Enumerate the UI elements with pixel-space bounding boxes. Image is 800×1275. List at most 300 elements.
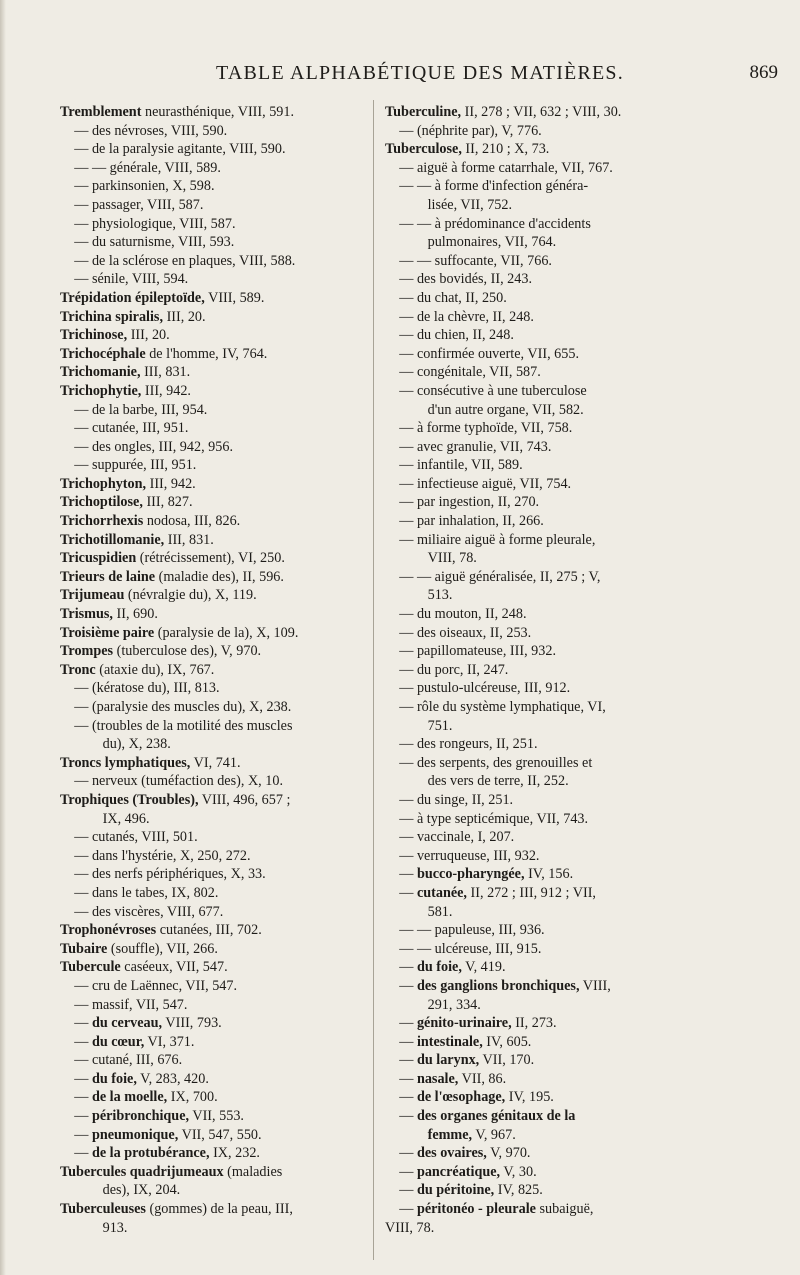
entry-text: — passager, VIII, 587. — [74, 196, 204, 213]
entry-text: — rôle du système lymphatique, VI, — [399, 699, 606, 715]
entry-text: — des viscères, VIII, 677. — [74, 903, 224, 920]
index-entry — [385, 363, 755, 382]
entry-text: II, 210 ; X, 73. — [461, 141, 550, 158]
index-entry — [60, 791, 378, 810]
entry-text: — — générale, VIII, 589. — [74, 159, 221, 176]
index-entry — [385, 512, 755, 531]
entry-text: — — à forme d'infection généra- — [399, 178, 589, 195]
index-entry — [385, 1107, 755, 1126]
entry-text: VII, 170. — [479, 1052, 535, 1069]
index-entry — [385, 252, 755, 271]
index-entry — [385, 1126, 755, 1145]
entry-term: Tuberculose, — [385, 141, 462, 158]
index-entry — [385, 493, 755, 512]
entry-text: VI, 371. — [144, 1033, 195, 1050]
entry-term: bucco-pharyngée, — [416, 866, 525, 883]
page-title: TABLE ALPHABÉTIQUE DES MATIÈRES. — [216, 62, 624, 84]
entry-text: — suppurée, III, 951. — [74, 457, 197, 474]
entry-text: — du singe, II, 251. — [399, 791, 514, 808]
index-entry — [60, 903, 378, 922]
page-edge-shadow — [0, 0, 6, 1275]
entry-text: II, 278 ; VII, 632 ; VIII, 30. — [461, 104, 622, 120]
index-entry — [385, 679, 755, 698]
index-entry — [60, 828, 378, 847]
index-entry — [60, 1070, 378, 1089]
index-entry — [385, 958, 755, 977]
index-entry — [385, 661, 755, 680]
index-entry — [60, 438, 378, 457]
entry-text: de l'homme, IV, 764. — [145, 345, 268, 362]
index-entry — [385, 1181, 755, 1200]
entry-text: — des nerfs périphériques, X, 33. — [74, 866, 266, 883]
index-entry — [385, 549, 755, 568]
entry-text: — cutané, III, 676. — [74, 1052, 183, 1069]
index-entry — [60, 847, 378, 866]
entry-text: 581. — [427, 903, 453, 920]
entry-term: Trichophyton, — [60, 475, 147, 492]
entry-text: VIII, — [579, 977, 611, 994]
entry-term: du foie, — [416, 959, 462, 976]
entry-text: — consécutive à une tuberculose — [399, 382, 587, 399]
entry-text: — des oiseaux, II, 253. — [399, 624, 532, 641]
index-entry — [385, 196, 755, 215]
index-entry — [60, 345, 378, 364]
index-entry — [385, 1070, 755, 1089]
index-entry — [385, 103, 755, 122]
index-entry — [385, 177, 755, 196]
index-entry — [385, 1219, 755, 1238]
entry-term: Tubercules quadrijumeaux — [60, 1163, 224, 1180]
entry-dash: — — [399, 959, 417, 976]
index-entry — [385, 568, 755, 587]
entry-term: Troncs lymphatiques, — [60, 754, 191, 771]
index-entry — [60, 996, 378, 1015]
index-entry — [385, 996, 755, 1015]
entry-dash: — — [399, 884, 417, 901]
index-entry — [60, 921, 378, 940]
index-entry — [60, 624, 378, 643]
entry-term: Tubercule — [60, 959, 121, 976]
entry-term: Tronc — [60, 661, 96, 678]
entry-text: cutanées, III, 702. — [156, 922, 262, 939]
index-entry — [385, 270, 755, 289]
index-entry — [60, 605, 378, 624]
entry-text: — — ulcéreuse, III, 915. — [399, 940, 542, 957]
entry-text: — cru de Laënnec, VII, 547. — [74, 977, 238, 994]
index-entry — [60, 1163, 378, 1182]
entry-text: — de la chèvre, II, 248. — [399, 308, 534, 325]
index-entry — [385, 456, 755, 475]
entry-dash: — — [74, 1033, 92, 1050]
entry-text: VIII, 496, 657 ; — [198, 791, 291, 808]
entry-dash: — — [399, 1201, 417, 1218]
index-entry — [60, 679, 378, 698]
index-entry — [385, 1088, 755, 1107]
entry-text: II, 273. — [511, 1015, 557, 1032]
entry-term: Trichomanie, — [60, 364, 141, 381]
index-entry — [385, 1144, 755, 1163]
index-entry — [385, 122, 755, 141]
entry-term: pancréatique, — [416, 1163, 501, 1180]
index-entry — [385, 140, 755, 159]
entry-text: 751. — [427, 717, 453, 734]
index-entry — [385, 624, 755, 643]
entry-text: — infantile, VII, 589. — [399, 457, 523, 474]
entry-text: lisée, VII, 752. — [427, 196, 513, 213]
entry-text: — aiguë à forme catarrhale, VII, 767. — [399, 159, 613, 176]
index-column-right — [385, 103, 755, 1237]
entry-text: — (néphrite par), V, 776. — [399, 122, 542, 139]
index-entry — [60, 1219, 378, 1238]
index-entry — [60, 1088, 378, 1107]
entry-term: du cœur, — [91, 1033, 145, 1050]
entry-text: — pustulo-ulcéreuse, III, 912. — [399, 680, 571, 697]
index-entry — [385, 847, 755, 866]
entry-text: (tuberculose des), V, 970. — [113, 643, 262, 660]
entry-text: — physiologique, VIII, 587. — [74, 215, 236, 232]
entry-text: — de la barbe, III, 954. — [74, 401, 208, 418]
index-entry — [60, 717, 378, 736]
entry-dash: — — [399, 1070, 417, 1087]
entry-term: des ganglions bronchiques, — [416, 977, 580, 994]
index-entry — [60, 754, 378, 773]
entry-text: (maladies — [223, 1163, 283, 1180]
entry-term: Trichorrhexis — [60, 513, 144, 530]
entry-term: du péritoine, — [416, 1182, 495, 1199]
index-entry — [385, 605, 755, 624]
entry-term: des organes génitaux de la — [416, 1108, 576, 1125]
index-entry — [385, 754, 755, 773]
index-entry — [385, 289, 755, 308]
index-entry — [385, 531, 755, 550]
entry-text: pulmonaires, VII, 764. — [427, 234, 557, 251]
entry-term: Tubaire — [60, 940, 108, 957]
index-entry — [385, 865, 755, 884]
index-entry — [385, 1163, 755, 1182]
entry-term: Trichophytie, — [60, 382, 142, 399]
index-entry — [60, 865, 378, 884]
entry-term: péritonéo - pleurale — [416, 1201, 536, 1218]
index-entry — [385, 828, 755, 847]
entry-text: — dans l'hystérie, X, 250, 272. — [74, 847, 251, 864]
index-entry — [385, 772, 755, 791]
entry-term: Trismus, — [60, 606, 113, 623]
entry-text: — congénitale, VII, 587. — [399, 364, 541, 381]
entry-text: IV, 156. — [524, 866, 574, 883]
entry-term: Trichinose, — [60, 327, 128, 344]
entry-term: Trichina spiralis, — [60, 308, 164, 325]
entry-text: (névralgie du), X, 119. — [124, 587, 257, 604]
entry-text: IV, 825. — [494, 1182, 543, 1199]
entry-text: — du saturnisme, VIII, 593. — [74, 234, 235, 251]
entry-text: VIII, 589. — [204, 289, 265, 306]
entry-dash: — — [399, 1145, 417, 1162]
index-entry — [385, 308, 755, 327]
entry-dash: — — [399, 1033, 417, 1050]
page-number: 869 — [749, 62, 778, 83]
entry-text: — — aiguë généralisée, II, 275 ; V, — [399, 568, 601, 585]
index-entry — [60, 810, 378, 829]
entry-term: nasale, — [416, 1070, 459, 1087]
index-entry — [60, 1200, 378, 1219]
index-entry — [385, 977, 755, 996]
entry-text: — vaccinale, I, 207. — [399, 829, 515, 846]
entry-text: — par ingestion, II, 270. — [399, 494, 540, 511]
index-entry — [60, 940, 378, 959]
entry-text: (maladie des), II, 596. — [155, 568, 284, 585]
entry-dash: — — [399, 977, 417, 994]
index-entry — [385, 419, 755, 438]
entry-text: V, 283, 420. — [136, 1070, 209, 1087]
index-entry — [60, 977, 378, 996]
entry-text: 291, 334. — [427, 996, 481, 1013]
entry-text: — papillomateuse, III, 932. — [399, 643, 557, 660]
entry-term: Trieurs de laine — [60, 568, 156, 585]
index-entry — [385, 735, 755, 754]
index-entry — [60, 661, 378, 680]
entry-text: caséeux, VII, 547. — [120, 959, 228, 976]
entry-term: du larynx, — [416, 1052, 480, 1069]
entry-text: VII, 86. — [458, 1070, 507, 1087]
index-entry — [385, 903, 755, 922]
index-entry — [385, 884, 755, 903]
index-entry — [60, 475, 378, 494]
index-entry — [60, 326, 378, 345]
entry-text: — du mouton, II, 248. — [399, 606, 527, 623]
entry-text: — des rongeurs, II, 251. — [399, 736, 538, 753]
entry-term: Trichotillomanie, — [60, 531, 165, 548]
entry-text: subaiguë, — [535, 1201, 594, 1218]
index-entry — [60, 772, 378, 791]
entry-text: (souffle), VII, 266. — [107, 940, 218, 957]
entry-text: VI, 741. — [190, 754, 241, 771]
entry-text: — (paralysie des muscles du), X, 238. — [74, 699, 292, 715]
entry-text: (rétrécissement), VI, 250. — [136, 550, 285, 567]
index-entry — [60, 401, 378, 420]
index-entry — [385, 159, 755, 178]
entry-text: — des serpents, des grenouilles et — [399, 754, 593, 771]
entry-text: — cutanée, III, 951. — [74, 420, 189, 437]
entry-text: — des ongles, III, 942, 956. — [74, 438, 234, 455]
index-entry — [385, 810, 755, 829]
index-entry — [60, 1014, 378, 1033]
entry-term: pneumonique, — [91, 1126, 179, 1143]
index-entry — [385, 345, 755, 364]
index-entry — [385, 438, 755, 457]
entry-text: VII, 547, 550. — [178, 1126, 262, 1143]
index-entry — [385, 717, 755, 736]
entry-text: — par inhalation, II, 266. — [399, 513, 544, 530]
index-entry — [385, 642, 755, 661]
index-entry — [60, 698, 378, 717]
entry-term: du cerveau, — [91, 1015, 163, 1032]
entry-term: cutanée, — [416, 884, 467, 901]
index-entry — [60, 586, 378, 605]
entry-term: Trichoptilose, — [60, 494, 143, 511]
index-entry — [60, 270, 378, 289]
entry-text: II, 272 ; III, 912 ; VII, — [466, 884, 596, 901]
entry-text: VIII, 78. — [427, 550, 477, 567]
index-entry — [385, 215, 755, 234]
entry-text: IV, 605. — [482, 1033, 532, 1050]
entry-term: Trompes — [60, 643, 114, 660]
entry-text: VIII, 78. — [385, 1219, 435, 1236]
entry-term: Trophonévroses — [60, 922, 157, 939]
entry-text: III, 831. — [164, 531, 214, 548]
entry-text: d'un autre organe, VII, 582. — [427, 401, 584, 418]
entry-term: Troisième paire — [60, 624, 155, 641]
index-entry — [60, 196, 378, 215]
entry-dash: — — [74, 1070, 92, 1087]
entry-text: III, 942. — [141, 382, 191, 399]
index-entry — [385, 475, 755, 494]
index-entry — [60, 531, 378, 550]
entry-term: Tuberculeuses — [60, 1201, 146, 1218]
entry-text: — du chien, II, 248. — [399, 327, 514, 344]
entry-term: Tuberculine, — [385, 104, 462, 120]
index-entry — [60, 1181, 378, 1200]
entry-text: — — à prédominance d'accidents — [399, 215, 591, 232]
index-entry — [60, 140, 378, 159]
entry-text: — des bovidés, II, 243. — [399, 271, 532, 288]
index-entry — [385, 698, 755, 717]
index-entry — [60, 215, 378, 234]
entry-text: — cutanés, VIII, 501. — [74, 829, 198, 846]
index-column-left — [60, 103, 378, 1237]
index-entry — [385, 233, 755, 252]
entry-text: — avec granulie, VII, 743. — [399, 438, 552, 455]
entry-text: nodosa, III, 826. — [143, 513, 241, 530]
entry-text: des vers de terre, II, 252. — [427, 773, 569, 790]
entry-text: — des névroses, VIII, 590. — [74, 122, 228, 139]
index-entry — [385, 1200, 755, 1219]
entry-text: III, 831. — [140, 364, 191, 381]
entry-text: V, 970. — [486, 1145, 531, 1162]
index-entry — [60, 1126, 378, 1145]
index-entry — [60, 419, 378, 438]
entry-text: (paralysie de la), X, 109. — [154, 624, 299, 641]
entry-term: péribronchique, — [91, 1108, 190, 1125]
entry-term: Tremblement — [60, 104, 142, 120]
entry-dash: — — [399, 1182, 417, 1199]
entry-text: III, 20. — [127, 327, 170, 344]
entry-term: Trophiques (Troubles), — [60, 791, 199, 808]
entry-text: V, 967. — [472, 1126, 516, 1143]
entry-text: — nerveux (tuméfaction des), X, 10. — [74, 773, 284, 790]
index-entry — [60, 122, 378, 141]
entry-text: — confirmée ouverte, VII, 655. — [399, 345, 579, 362]
index-entry — [60, 1107, 378, 1126]
entry-text: — du chat, II, 250. — [399, 289, 507, 306]
entry-dash: — — [399, 1089, 417, 1106]
index-entry — [385, 1033, 755, 1052]
entry-text: — — suffocante, VII, 766. — [399, 252, 552, 269]
index-entry — [60, 382, 378, 401]
index-entry — [385, 326, 755, 345]
entry-dash: — — [399, 1015, 417, 1032]
entry-text: IX, 496. — [102, 810, 150, 827]
entry-text: — massif, VII, 547. — [74, 996, 188, 1013]
index-entry — [60, 549, 378, 568]
index-entry — [60, 159, 378, 178]
entry-text: — verruqueuse, III, 932. — [399, 847, 540, 864]
entry-text: 913. — [102, 1219, 128, 1236]
entry-text: du), X, 238. — [102, 736, 171, 753]
entry-text: 513. — [427, 587, 453, 604]
entry-term: femme, — [427, 1126, 473, 1143]
entry-text: — à type septicémique, VII, 743. — [399, 810, 589, 827]
entry-text: — infectieuse aiguë, VII, 754. — [399, 475, 572, 492]
index-entry — [60, 363, 378, 382]
entry-term: de la moelle, — [91, 1089, 168, 1106]
index-entry — [60, 493, 378, 512]
entry-text: neurasthénique, VIII, 591. — [141, 104, 295, 120]
entry-dash: — — [74, 1126, 92, 1143]
entry-text: — de la sclérose en plaques, VIII, 588. — [74, 252, 296, 269]
index-entry — [60, 1051, 378, 1070]
entry-term: de l'œsophage, — [416, 1089, 506, 1106]
entry-dash: — — [74, 1015, 92, 1032]
entry-text: des), IX, 204. — [102, 1182, 181, 1199]
entry-text: III, 942. — [146, 475, 196, 492]
index-entry — [60, 512, 378, 531]
entry-text: VIII, 793. — [162, 1015, 222, 1032]
entry-term: Trépidation épileptoïde, — [60, 289, 205, 306]
entry-text: VII, 553. — [189, 1108, 244, 1125]
entry-text: (ataxie du), IX, 767. — [95, 661, 215, 678]
index-entry — [60, 177, 378, 196]
index-entry — [60, 884, 378, 903]
entry-term: de la protubérance, — [91, 1145, 210, 1162]
entry-dash: — — [399, 1052, 417, 1069]
entry-dash: — — [74, 1089, 92, 1106]
index-entry — [60, 735, 378, 754]
entry-term: Trichocéphale — [60, 345, 146, 362]
index-entry — [60, 1033, 378, 1052]
entry-text: IX, 232. — [209, 1145, 260, 1162]
entry-text: V, 30. — [500, 1163, 537, 1180]
entry-text: IX, 700. — [167, 1089, 218, 1106]
index-entry — [60, 642, 378, 661]
entry-text: — (troubles de la motilité des muscles — [74, 717, 293, 734]
index-entry — [60, 456, 378, 475]
entry-dash: — — [399, 1163, 417, 1180]
entry-text: — sénile, VIII, 594. — [74, 271, 189, 288]
index-entry — [385, 940, 755, 959]
index-entry — [385, 382, 755, 401]
index-entry — [60, 568, 378, 587]
entry-text: — dans le tabes, IX, 802. — [74, 884, 219, 901]
index-entry — [385, 401, 755, 420]
entry-term: des ovaires, — [416, 1145, 487, 1162]
entry-term: génito-urinaire, — [416, 1015, 512, 1032]
entry-text: V, 419. — [461, 959, 506, 976]
entry-term: Trijumeau — [60, 587, 125, 604]
page-header — [70, 62, 778, 92]
index-entry — [385, 1051, 755, 1070]
entry-dash: — — [74, 1145, 92, 1162]
entry-text: — du porc, II, 247. — [399, 661, 509, 678]
index-entry — [385, 586, 755, 605]
index-entry — [60, 289, 378, 308]
index-entry — [385, 921, 755, 940]
index-entry — [60, 308, 378, 327]
entry-term: intestinale, — [416, 1033, 483, 1050]
entry-term: Tricuspidien — [60, 550, 137, 567]
index-entry — [385, 791, 755, 810]
entry-text: — de la paralysie agitante, VIII, 590. — [74, 141, 286, 158]
entry-text: — parkinsonien, X, 598. — [74, 178, 215, 195]
